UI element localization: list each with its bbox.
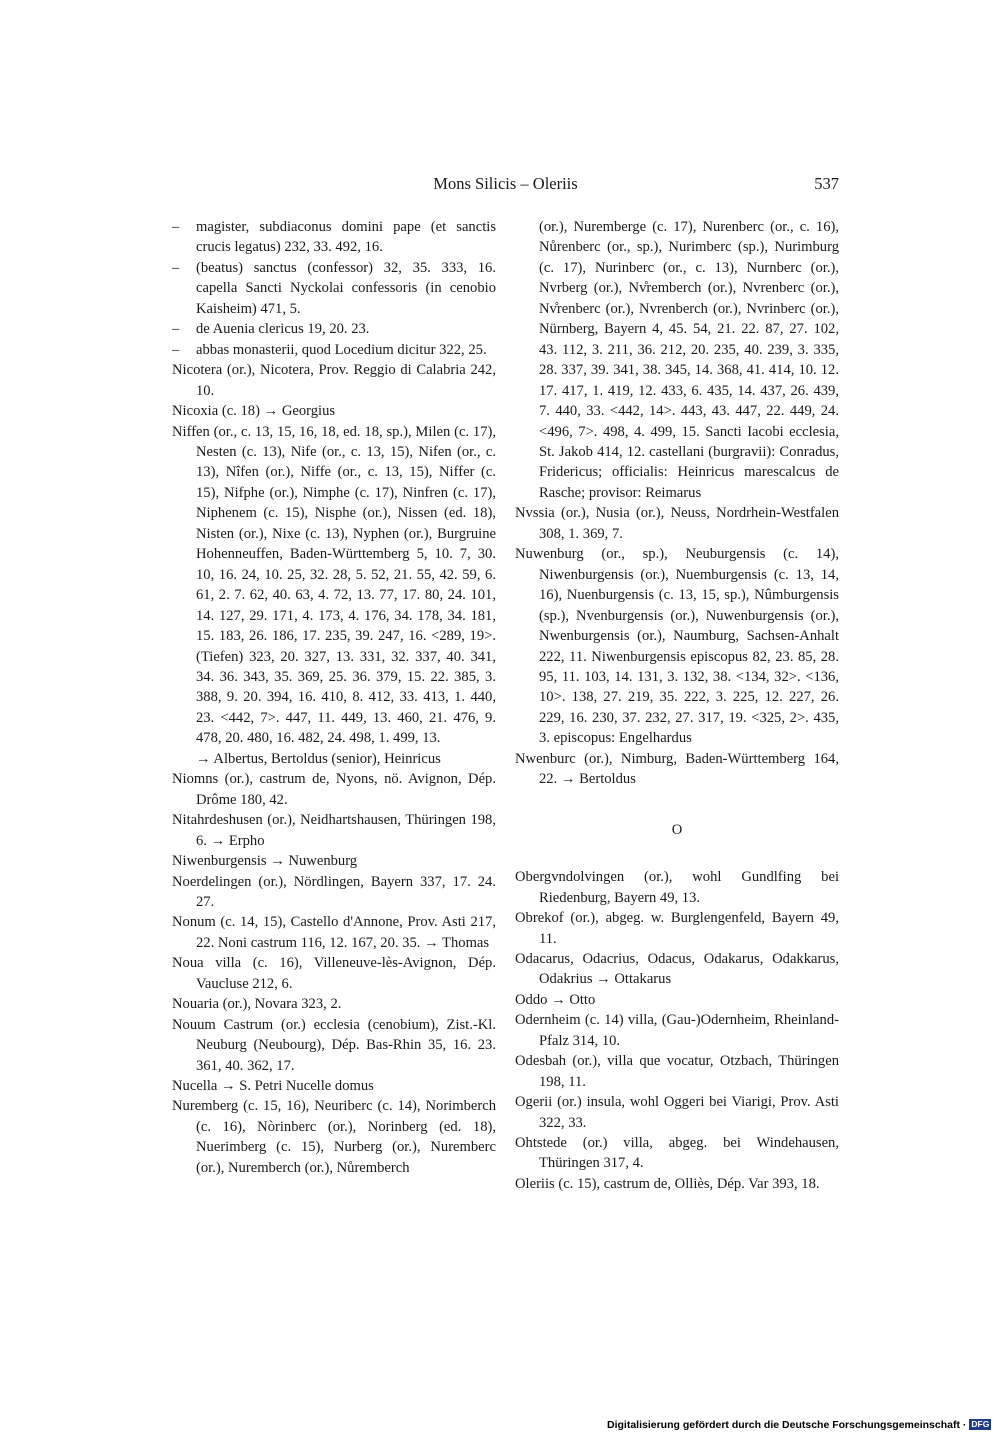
index-entry: Nwenburc (or.), Nimburg, Baden-Württemberg 164, 22. → Bertoldus <box>515 750 839 788</box>
index-entry: Nvssia (or.), Nusia (or.), Neuss, Nordrhein-Westfalen 308, 1. 369, 7. <box>515 505 839 542</box>
index-subentry: – magister, subdiaconus domini pape (et sanctis crucis legatus) 232, 33. 492, 16. <box>172 217 496 258</box>
index-entry: Odesbah (or.), villa que vocatur, Otzbach, Thüringen 198, 11. <box>515 1053 839 1090</box>
index-entry: Noua villa (c. 16), Villeneuve-lès-Avignon, Dép. Vaucluse 212, 6. <box>172 955 496 992</box>
running-header <box>172 173 839 195</box>
index-entry-continuation: → Albertus, Bertoldus (senior), Heinricus <box>196 750 441 767</box>
index-entry: Niffen (or., c. 13, 15, 16, 18, ed. 18, sp.), Milen (c. 17), Nesten (c. 13), Nife (or., c. 13, 15), Nifen (or., c. 13), Nîfen (or.), Niffe (or., c. 13, 15), Niffer (c. 15), Nifphe (or.), Nimphe (c. 17), Ninfren (c. 17), Niphenem (c. 15), Nisphe (or.), Nissen (ed. 18), Nisten (or.), Nixe (c. 13), Nyphen (or.), Burgruine Hohenneuffen, Baden-Württemberg 5, 10. 7, 30. 10, 16. 24, 10. 25, 32. 28, 5. 52, 21. 55, 42. 59, 6. 61, 2. 7. 62, 40. 63, 4. 72, 13. 77, 17. 80, 24. 101, 14. 127, 29. 171, 4. 173, 4. 176, 34. 178, 34. 181, 15. 183, 26. 186, 17. 235, 39. 247, 16. <289, 19>. (Tiefen) 323, 20. 327, 13. 331, 32. 337, 40. 341, 34. 36. 343, 35. 369, 25. 36. 379, 15. 22. 385, 3. 388, 9. 20. 394, 16. 410, 8. 412, 33. 413, 1. 440, 23. <442, 7>. 447, 11. 449, 13. 460, 21. 476, 9. 478, 20. 480, 16. 482, 24. 498, 1. 499, 13. <box>172 423 496 747</box>
index-entry: Nuremberg (c. 15, 16), Neuriberc (c. 14), Norimberch (c. 16), Nòrinberc (or.), Norinberg (ed. 18), Nuerimberg (c. 15), Nurberg (or.), Nuremberc (or.), Nuremberch (or.), Nůremberch <box>172 1098 496 1176</box>
footer-credit: Digitalisierung gefördert durch die Deutsche Forschungsgemeinschaft · <box>607 1419 967 1431</box>
index-entry: Nonum (c. 14, 15), Castello d'Annone, Prov. Asti 217, 22. Noni castrum 116, 12. 167, 20. 35. → Thomas <box>172 914 496 951</box>
footer <box>607 1418 997 1432</box>
page-number: 537 <box>814 174 839 193</box>
index-subentry: – abbas monasterii, quod Locedium dicitur 322, 25. <box>172 340 496 360</box>
dfg-logo: DFG <box>971 1419 990 1429</box>
index-entry: Niwenburgensis → Nuwenburg <box>172 853 358 870</box>
index-entry: Odernheim (c. 14) villa, (Gau-)Odernheim, Rheinland-Pfalz 314, 10. <box>515 1012 839 1049</box>
index-entry: Oddo → Otto <box>515 991 596 1008</box>
index-entry: Obergvndolvingen (or.), wohl Gundlfing bei Riedenburg, Bayern 49, 13. <box>515 869 839 906</box>
index-entry: Niomns (or.), castrum de, Nyons, nö. Avignon, Dép. Drôme 180, 42. <box>172 771 496 808</box>
index-entry: Nucella → S. Petri Nucelle domus <box>172 1078 374 1095</box>
page-title: Mons Silicis – Oleriis <box>433 174 578 193</box>
index-entry: Oleriis (c. 15), castrum de, Olliès, Dép. Var 393, 18. <box>515 1175 820 1192</box>
index-entry: Nouum Castrum (or.) ecclesia (cenobium), Zist.-Kl. Neuburg (Neubourg), Dép. Bas-Rhin 35, 16. 23. 361, 40. 362, 17. <box>172 1016 496 1074</box>
index-entry: Odacarus, Odacrius, Odacus, Odakarus, Odakkarus, Odakrius → Ottakarus <box>515 950 839 988</box>
index-entry-continuation: (or.), Nuremberge (c. 17), Nurenberc (or., c. 16), Nůrenberc (or., sp.), Nurimberc (sp.), Nurimburg (c. 17), Nurinberc (or., c. 13), Nurnberc (or.), Nvrberg (or.), Nv̊remberch (or.), Nvrenberc (or.), Nv̊renberc (or.), Nvrenberch (or.), Nvrinberc (or.), Nürnberg, Bayern 4, 45. 54, 21. 22. 87, 27. 102, 43. 112, 3. 211, 36. 212, 20. 235, 40. 239, 3. 335, 28. 337, 39. 341, 38. 345, 14. 368, 41. 414, 10. 12. 17. 417, 1. 419, 12. 433, 6. 435, 14. 437, 26. 439, 7. 440, 33. <442, 14>. 443, 43. 447, 22. 449, 24. <496, 7>. 498, 4. 499, 15. Sancti Iacobi ecclesia, St. Jakob 414, 12. castellani (burgravii): Conradus, Fridericus; officialis: Heinricus marescalcus de Rasche; provisor: Reimarus <box>539 219 839 501</box>
index-entry: Nouaria (or.), Novara 323, 2. <box>172 996 342 1013</box>
index-subentry: – de Auenia clericus 19, 20. 23. <box>172 319 496 339</box>
index-entry: Ogerii (or.) insula, wohl Oggeri bei Viarigi, Prov. Asti 322, 33. <box>515 1094 839 1131</box>
index-entry: Nuwenburg (or., sp.), Neuburgensis (c. 14), Niwenburgensis (or.), Nuemburgensis (c. 13, 14, 16), Nuenburgensis (c. 13, 15, sp.), Nûmburgensis (sp.), Nvenburgensis (or.), Nuwenburgensis (or.), Nwenburgensis (or.), Naumburg, Sachsen-Anhalt 222, 11. Niwenburgensis episcopus 82, 23. 85, 28. 95, 11. 103, 14. 131, 3. 132, 38. <134, 32>. <136, 10>. 138, 27. 219, 35. 222, 3. 225, 12. 227, 26. 229, 16. 230, 37. 232, 27. 317, 19. <325, 2>. 435, 3. episcopus: Engelhardus <box>515 546 839 747</box>
index-entry: Noerdelingen (or.), Nördlingen, Bayern 337, 17. 24. 27. <box>172 873 496 910</box>
index-subentry: – (beatus) sanctus (confessor) 32, 35. 333, 16. capella Sancti Nyckolai confessoris (in cenobio Kaisheim) 471, 5. <box>172 258 496 319</box>
index-entry: Nicoxia (c. 18) → Georgius <box>172 403 336 420</box>
right-column <box>515 217 839 1194</box>
index-entry: Nicotera (or.), Nicotera, Prov. Reggio di Calabria 242, 10. <box>172 362 496 399</box>
left-column <box>172 217 496 1178</box>
index-entry: Ohtstede (or.) villa, abgeg. bei Windehausen, Thüringen 317, 4. <box>515 1135 839 1172</box>
section-letter: O <box>671 821 683 838</box>
index-entry: Obrekof (or.), abgeg. w. Burglengenfeld, Bayern 49, 11. <box>515 910 839 947</box>
index-entry: Nitahrdeshusen (or.), Neidhartshausen, Thüringen 198, 6. → Erpho <box>172 812 496 849</box>
